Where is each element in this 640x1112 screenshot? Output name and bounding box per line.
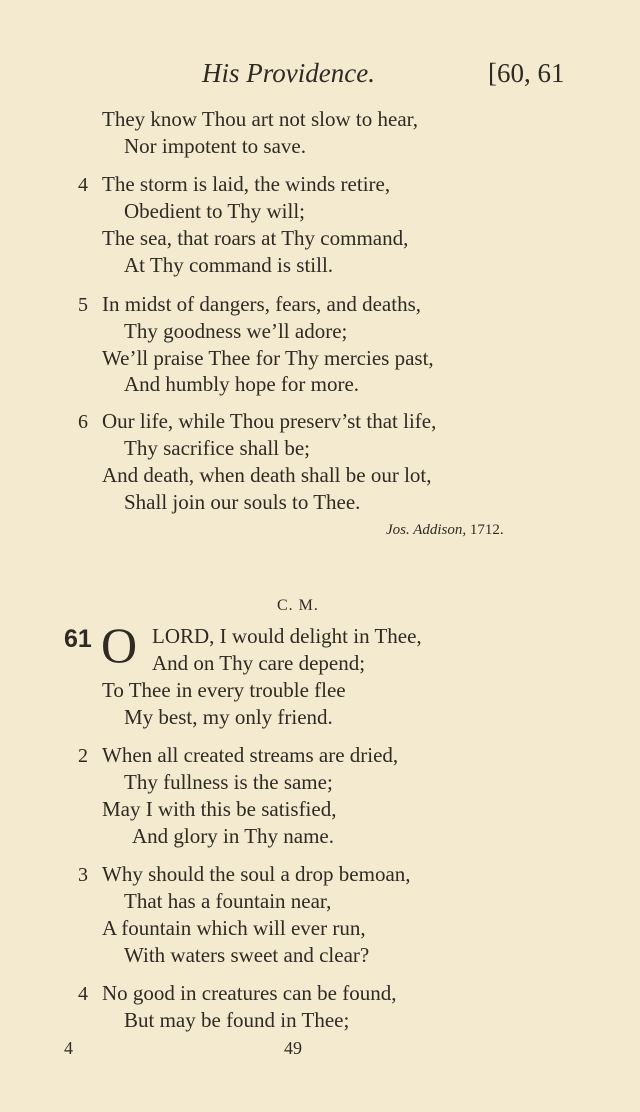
verse-line: The storm is laid, the winds retire, xyxy=(102,172,391,196)
verse-line: That has a fountain near, xyxy=(124,889,332,913)
hymn-number: 61 xyxy=(64,625,92,653)
verse-line: And glory in Thy name. xyxy=(132,824,335,848)
attribution-year: 1712. xyxy=(469,522,504,538)
attribution xyxy=(386,522,504,539)
verse-line: LORD, I would delight in Thee, xyxy=(152,624,422,648)
attribution-author: Jos. Addison, xyxy=(386,522,467,538)
running-header-title: His Providence. xyxy=(202,58,375,88)
hymn60-line: They know Thou art not slow to hear, xyxy=(102,107,419,131)
meter-label: C. M. xyxy=(277,597,319,614)
verse-number: 5 xyxy=(78,294,88,316)
verse-line: No good in creatures can be found, xyxy=(102,981,397,1005)
verse-line: At Thy command is still. xyxy=(124,253,334,277)
running-header-hymn-numbers: [60, 61 xyxy=(488,58,565,88)
hymn60-line: Nor impotent to save. xyxy=(124,134,306,158)
verse-line: To Thee in every trouble flee xyxy=(102,678,346,702)
verse-line: Our life, while Thou preserv’st that life, xyxy=(102,409,437,433)
verse-line: Thy fullness is the same; xyxy=(124,770,333,794)
verse-line: May I with this be satisfied, xyxy=(102,797,337,821)
verse-line: Thy sacrifice shall be; xyxy=(124,436,311,460)
verse-line: Shall join our souls to Thee. xyxy=(124,490,361,514)
page-number: 49 xyxy=(284,1038,302,1058)
verse-line: In midst of dangers, fears, and deaths, xyxy=(102,292,421,316)
drop-cap: O xyxy=(101,617,138,673)
verse-line: With waters sweet and clear? xyxy=(124,943,370,967)
signature-mark: 4 xyxy=(64,1038,73,1058)
verse-line: The sea, that roars at Thy command, xyxy=(102,226,409,250)
verse-number: 2 xyxy=(78,745,88,767)
verse-number: 4 xyxy=(78,174,88,196)
verse-line: But may be found in Thee; xyxy=(124,1008,350,1032)
verse-line: And death, when death shall be our lot, xyxy=(102,463,432,487)
verse-line: Why should the soul a drop bemoan, xyxy=(102,862,411,886)
verse-line: A fountain which will ever run, xyxy=(102,916,366,940)
verse-number: 4 xyxy=(78,983,88,1005)
verse-line: And humbly hope for more. xyxy=(124,372,360,396)
verse-line: My best, my only friend. xyxy=(124,705,333,729)
verse-number: 6 xyxy=(78,411,88,433)
verse-line: And on Thy care depend; xyxy=(152,651,366,675)
verse-number: 3 xyxy=(78,864,88,886)
verse-line: Thy goodness we’ll adore; xyxy=(124,319,348,343)
verse-line: When all created streams are dried, xyxy=(102,743,399,767)
verse-line: We’ll praise Thee for Thy mercies past, xyxy=(102,346,434,370)
verse-line: Obedient to Thy will; xyxy=(124,199,306,223)
